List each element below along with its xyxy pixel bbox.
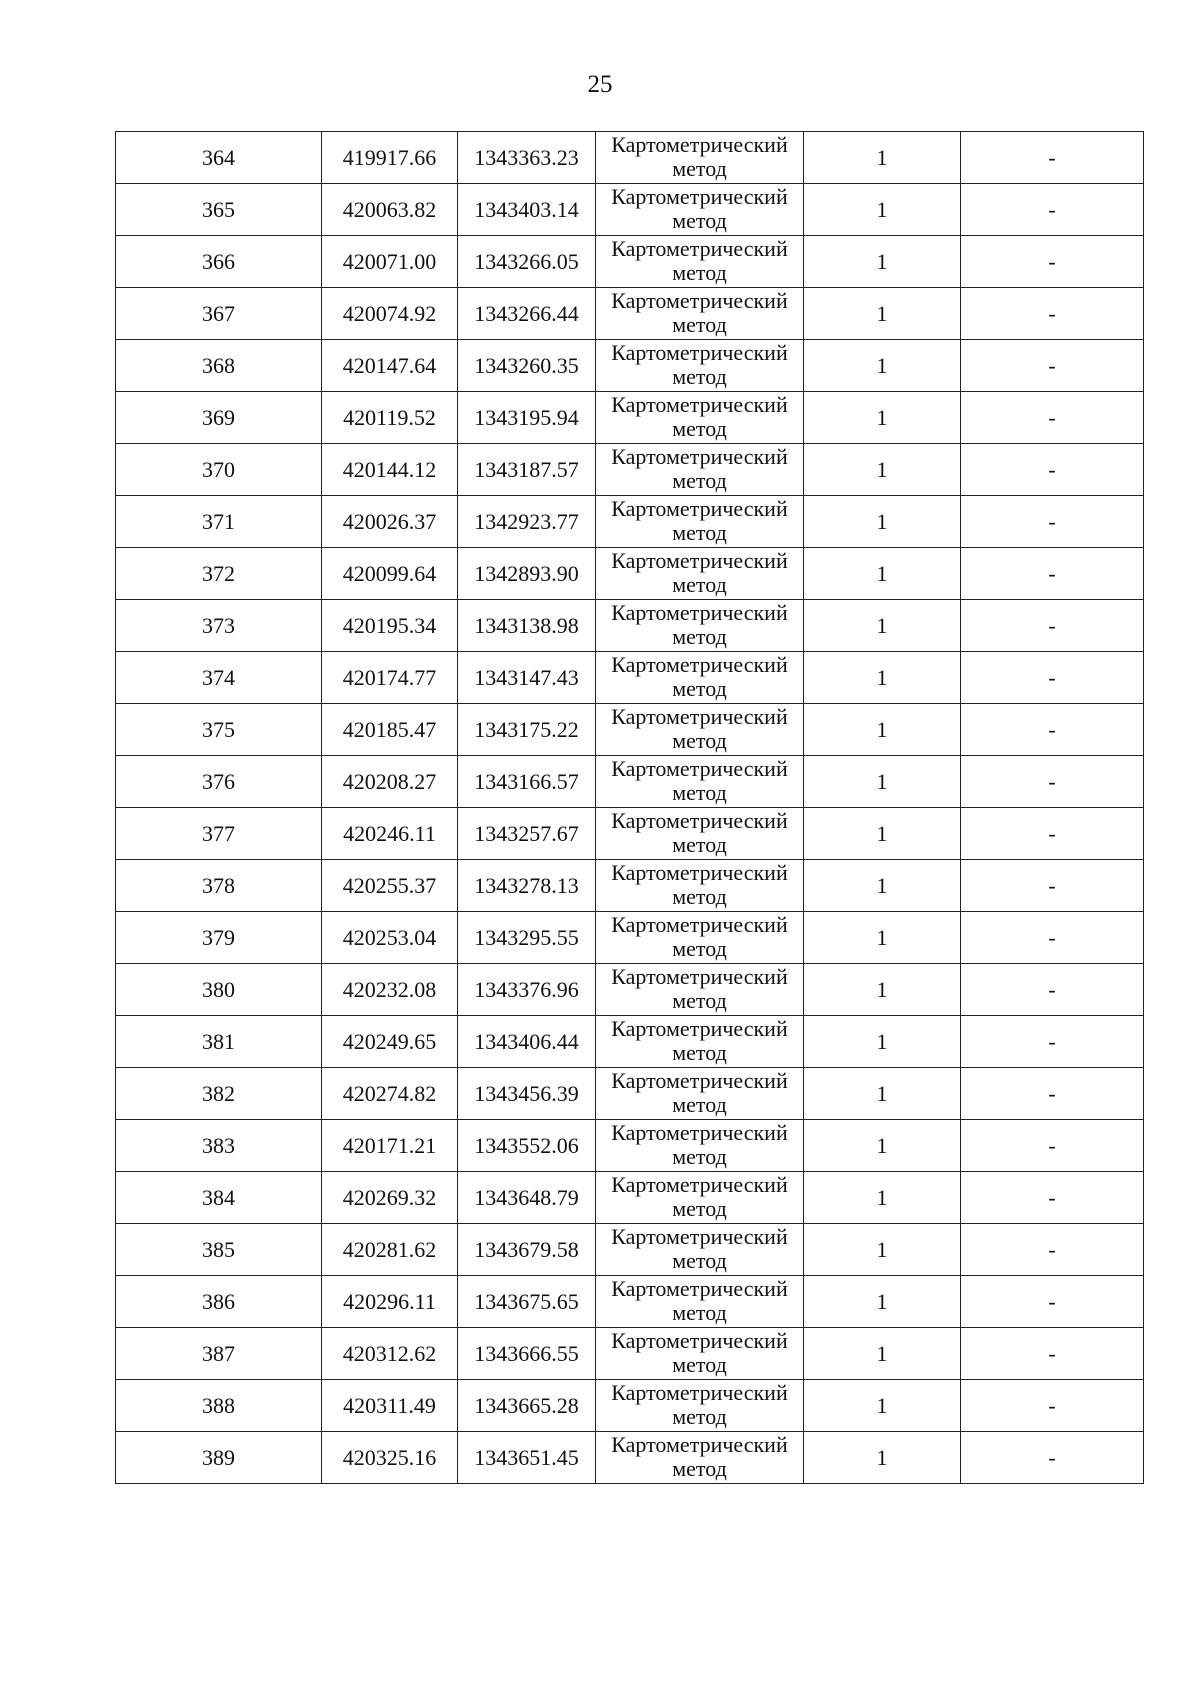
x-coordinate-cell: 420253.04 [322, 912, 458, 964]
method-cell [596, 964, 804, 1016]
y-coordinate-cell: 1342893.90 [458, 548, 596, 600]
accuracy-cell: 1 [804, 444, 961, 496]
method-cell [596, 340, 804, 392]
method-line1: Картометрический [611, 236, 788, 261]
method-line2: метод [672, 1248, 727, 1273]
table-row [116, 912, 1144, 964]
point-number-cell: 370 [116, 444, 322, 496]
method-cell [596, 236, 804, 288]
note-cell: - [961, 860, 1144, 912]
note-cell: - [961, 340, 1144, 392]
method-line2: метод [672, 468, 727, 493]
method-line2: метод [672, 364, 727, 389]
method-line1: Картометрический [611, 1016, 788, 1041]
method-line1: Картометрический [611, 548, 788, 573]
table-row [116, 964, 1144, 1016]
accuracy-cell: 1 [804, 860, 961, 912]
method-cell [596, 132, 804, 184]
x-coordinate-cell: 420099.64 [322, 548, 458, 600]
y-coordinate-cell: 1343376.96 [458, 964, 596, 1016]
y-coordinate-cell: 1343675.65 [458, 1276, 596, 1328]
method-cell [596, 1380, 804, 1432]
point-number-cell: 388 [116, 1380, 322, 1432]
point-number-cell: 382 [116, 1068, 322, 1120]
accuracy-cell: 1 [804, 1432, 961, 1484]
table-row [116, 132, 1144, 184]
x-coordinate-cell: 420255.37 [322, 860, 458, 912]
method-line1: Картометрический [611, 1432, 788, 1457]
accuracy-cell: 1 [804, 288, 961, 340]
point-number-cell: 385 [116, 1224, 322, 1276]
note-cell: - [961, 184, 1144, 236]
method-line2: метод [672, 676, 727, 701]
accuracy-cell: 1 [804, 236, 961, 288]
x-coordinate-cell: 420281.62 [322, 1224, 458, 1276]
table-row [116, 756, 1144, 808]
method-line2: метод [672, 1092, 727, 1117]
x-coordinate-cell: 420325.16 [322, 1432, 458, 1484]
x-coordinate-cell: 420269.32 [322, 1172, 458, 1224]
point-number-cell: 387 [116, 1328, 322, 1380]
table-row [116, 1432, 1144, 1484]
accuracy-cell: 1 [804, 132, 961, 184]
method-line2: метод [672, 624, 727, 649]
method-line1: Картометрический [611, 288, 788, 313]
method-cell [596, 808, 804, 860]
y-coordinate-cell: 1343278.13 [458, 860, 596, 912]
y-coordinate-cell: 1343363.23 [458, 132, 596, 184]
method-cell [596, 1068, 804, 1120]
y-coordinate-cell: 1343260.35 [458, 340, 596, 392]
table-row [116, 1380, 1144, 1432]
x-coordinate-cell: 419917.66 [322, 132, 458, 184]
note-cell: - [961, 1380, 1144, 1432]
method-line2: метод [672, 1456, 727, 1481]
point-number-cell: 379 [116, 912, 322, 964]
table-row [116, 392, 1144, 444]
note-cell: - [961, 1068, 1144, 1120]
method-line1: Картометрический [611, 912, 788, 937]
x-coordinate-cell: 420246.11 [322, 808, 458, 860]
method-line1: Картометрический [611, 1380, 788, 1405]
method-cell [596, 1328, 804, 1380]
method-line1: Картометрический [611, 756, 788, 781]
accuracy-cell: 1 [804, 808, 961, 860]
point-number-cell: 380 [116, 964, 322, 1016]
point-number-cell: 376 [116, 756, 322, 808]
method-cell [596, 756, 804, 808]
method-line1: Картометрический [611, 392, 788, 417]
method-line2: метод [672, 1196, 727, 1221]
note-cell: - [961, 1276, 1144, 1328]
table-row [116, 1328, 1144, 1380]
accuracy-cell: 1 [804, 1172, 961, 1224]
method-line2: метод [672, 156, 727, 181]
note-cell: - [961, 652, 1144, 704]
y-coordinate-cell: 1343648.79 [458, 1172, 596, 1224]
accuracy-cell: 1 [804, 1276, 961, 1328]
table-row [116, 1172, 1144, 1224]
point-number-cell: 369 [116, 392, 322, 444]
method-line1: Картометрический [611, 340, 788, 365]
x-coordinate-cell: 420208.27 [322, 756, 458, 808]
method-line2: метод [672, 1300, 727, 1325]
method-line2: метод [672, 1404, 727, 1429]
x-coordinate-cell: 420144.12 [322, 444, 458, 496]
point-number-cell: 365 [116, 184, 322, 236]
point-number-cell: 364 [116, 132, 322, 184]
x-coordinate-cell: 420174.77 [322, 652, 458, 704]
x-coordinate-cell: 420074.92 [322, 288, 458, 340]
point-number-cell: 371 [116, 496, 322, 548]
method-line2: метод [672, 988, 727, 1013]
method-cell [596, 184, 804, 236]
x-coordinate-cell: 420147.64 [322, 340, 458, 392]
point-number-cell: 386 [116, 1276, 322, 1328]
note-cell: - [961, 756, 1144, 808]
table-row [116, 1120, 1144, 1172]
method-cell [596, 652, 804, 704]
x-coordinate-cell: 420195.34 [322, 600, 458, 652]
y-coordinate-cell: 1343403.14 [458, 184, 596, 236]
method-cell [596, 1120, 804, 1172]
accuracy-cell: 1 [804, 704, 961, 756]
x-coordinate-cell: 420311.49 [322, 1380, 458, 1432]
note-cell: - [961, 600, 1144, 652]
table-row [116, 288, 1144, 340]
y-coordinate-cell: 1343552.06 [458, 1120, 596, 1172]
method-line1: Картометрический [611, 1276, 788, 1301]
table-row [116, 236, 1144, 288]
method-line2: метод [672, 936, 727, 961]
method-cell [596, 1276, 804, 1328]
x-coordinate-cell: 420312.62 [322, 1328, 458, 1380]
accuracy-cell: 1 [804, 1016, 961, 1068]
table-row [116, 1068, 1144, 1120]
table-row [116, 548, 1144, 600]
y-coordinate-cell: 1343295.55 [458, 912, 596, 964]
point-number-cell: 377 [116, 808, 322, 860]
method-cell [596, 444, 804, 496]
method-line2: метод [672, 520, 727, 545]
method-cell [596, 392, 804, 444]
point-number-cell: 373 [116, 600, 322, 652]
method-line2: метод [672, 1040, 727, 1065]
point-number-cell: 368 [116, 340, 322, 392]
method-line1: Картометрический [611, 860, 788, 885]
point-number-cell: 374 [116, 652, 322, 704]
accuracy-cell: 1 [804, 756, 961, 808]
accuracy-cell: 1 [804, 392, 961, 444]
x-coordinate-cell: 420171.21 [322, 1120, 458, 1172]
point-number-cell: 367 [116, 288, 322, 340]
accuracy-cell: 1 [804, 184, 961, 236]
y-coordinate-cell: 1343147.43 [458, 652, 596, 704]
note-cell: - [961, 444, 1144, 496]
method-line1: Картометрический [611, 808, 788, 833]
y-coordinate-cell: 1343456.39 [458, 1068, 596, 1120]
note-cell: - [961, 1120, 1144, 1172]
method-line2: метод [672, 884, 727, 909]
method-line1: Картометрический [611, 1224, 788, 1249]
method-cell [596, 1224, 804, 1276]
point-number-cell: 378 [116, 860, 322, 912]
method-line1: Картометрический [611, 132, 788, 157]
method-line1: Картометрический [611, 1172, 788, 1197]
note-cell: - [961, 132, 1144, 184]
method-line1: Картометрический [611, 964, 788, 989]
x-coordinate-cell: 420119.52 [322, 392, 458, 444]
note-cell: - [961, 704, 1144, 756]
accuracy-cell: 1 [804, 600, 961, 652]
method-line1: Картометрический [611, 652, 788, 677]
method-cell [596, 496, 804, 548]
table-row [116, 496, 1144, 548]
x-coordinate-cell: 420249.65 [322, 1016, 458, 1068]
y-coordinate-cell: 1343406.44 [458, 1016, 596, 1068]
note-cell: - [961, 1432, 1144, 1484]
note-cell: - [961, 1172, 1144, 1224]
table-row [116, 652, 1144, 704]
table-row [116, 808, 1144, 860]
method-line2: метод [672, 780, 727, 805]
y-coordinate-cell: 1343195.94 [458, 392, 596, 444]
table-row [116, 1016, 1144, 1068]
accuracy-cell: 1 [804, 1328, 961, 1380]
note-cell: - [961, 1016, 1144, 1068]
note-cell: - [961, 912, 1144, 964]
y-coordinate-cell: 1343187.57 [458, 444, 596, 496]
x-coordinate-cell: 420274.82 [322, 1068, 458, 1120]
method-cell [596, 860, 804, 912]
table-row [116, 340, 1144, 392]
accuracy-cell: 1 [804, 1224, 961, 1276]
table-row [116, 184, 1144, 236]
table-row [116, 444, 1144, 496]
method-line2: метод [672, 312, 727, 337]
method-cell [596, 288, 804, 340]
y-coordinate-cell: 1343166.57 [458, 756, 596, 808]
x-coordinate-cell: 420232.08 [322, 964, 458, 1016]
page-number: 25 [587, 71, 613, 98]
method-cell [596, 1172, 804, 1224]
method-line2: метод [672, 416, 727, 441]
method-cell [596, 1016, 804, 1068]
method-cell [596, 704, 804, 756]
method-line1: Картометрический [611, 496, 788, 521]
point-number-cell: 372 [116, 548, 322, 600]
method-line1: Картометрический [611, 600, 788, 625]
note-cell: - [961, 808, 1144, 860]
y-coordinate-cell: 1343651.45 [458, 1432, 596, 1484]
accuracy-cell: 1 [804, 340, 961, 392]
y-coordinate-cell: 1343257.67 [458, 808, 596, 860]
method-line2: метод [672, 572, 727, 597]
x-coordinate-cell: 420185.47 [322, 704, 458, 756]
x-coordinate-cell: 420063.82 [322, 184, 458, 236]
y-coordinate-cell: 1343266.05 [458, 236, 596, 288]
note-cell: - [961, 288, 1144, 340]
method-line2: метод [672, 260, 727, 285]
point-number-cell: 384 [116, 1172, 322, 1224]
x-coordinate-cell: 420071.00 [322, 236, 458, 288]
point-number-cell: 389 [116, 1432, 322, 1484]
coordinates-table-body [116, 132, 1144, 1484]
method-line1: Картометрический [611, 444, 788, 469]
note-cell: - [961, 1328, 1144, 1380]
accuracy-cell: 1 [804, 912, 961, 964]
point-number-cell: 383 [116, 1120, 322, 1172]
accuracy-cell: 1 [804, 1068, 961, 1120]
note-cell: - [961, 548, 1144, 600]
point-number-cell: 381 [116, 1016, 322, 1068]
method-line1: Картометрический [611, 1120, 788, 1145]
table-row [116, 1224, 1144, 1276]
accuracy-cell: 1 [804, 652, 961, 704]
y-coordinate-cell: 1343138.98 [458, 600, 596, 652]
x-coordinate-cell: 420026.37 [322, 496, 458, 548]
method-cell [596, 912, 804, 964]
method-line2: метод [672, 1352, 727, 1377]
method-line2: метод [672, 832, 727, 857]
point-number-cell: 375 [116, 704, 322, 756]
note-cell: - [961, 392, 1144, 444]
y-coordinate-cell: 1343175.22 [458, 704, 596, 756]
accuracy-cell: 1 [804, 964, 961, 1016]
point-number-cell: 366 [116, 236, 322, 288]
method-cell [596, 1432, 804, 1484]
method-line2: метод [672, 1144, 727, 1169]
method-line2: метод [672, 728, 727, 753]
note-cell: - [961, 236, 1144, 288]
y-coordinate-cell: 1343679.58 [458, 1224, 596, 1276]
note-cell: - [961, 496, 1144, 548]
method-line1: Картометрический [611, 1068, 788, 1093]
table-row [116, 600, 1144, 652]
method-line2: метод [672, 208, 727, 233]
coordinates-table [115, 131, 1144, 1484]
method-line1: Картометрический [611, 1328, 788, 1353]
x-coordinate-cell: 420296.11 [322, 1276, 458, 1328]
method-line1: Картометрический [611, 184, 788, 209]
method-line1: Картометрический [611, 704, 788, 729]
method-cell [596, 548, 804, 600]
accuracy-cell: 1 [804, 548, 961, 600]
y-coordinate-cell: 1343266.44 [458, 288, 596, 340]
table-row [116, 1276, 1144, 1328]
note-cell: - [961, 1224, 1144, 1276]
table-row [116, 704, 1144, 756]
table-row [116, 860, 1144, 912]
method-cell [596, 600, 804, 652]
note-cell: - [961, 964, 1144, 1016]
accuracy-cell: 1 [804, 1380, 961, 1432]
accuracy-cell: 1 [804, 496, 961, 548]
y-coordinate-cell: 1342923.77 [458, 496, 596, 548]
accuracy-cell: 1 [804, 1120, 961, 1172]
y-coordinate-cell: 1343665.28 [458, 1380, 596, 1432]
y-coordinate-cell: 1343666.55 [458, 1328, 596, 1380]
